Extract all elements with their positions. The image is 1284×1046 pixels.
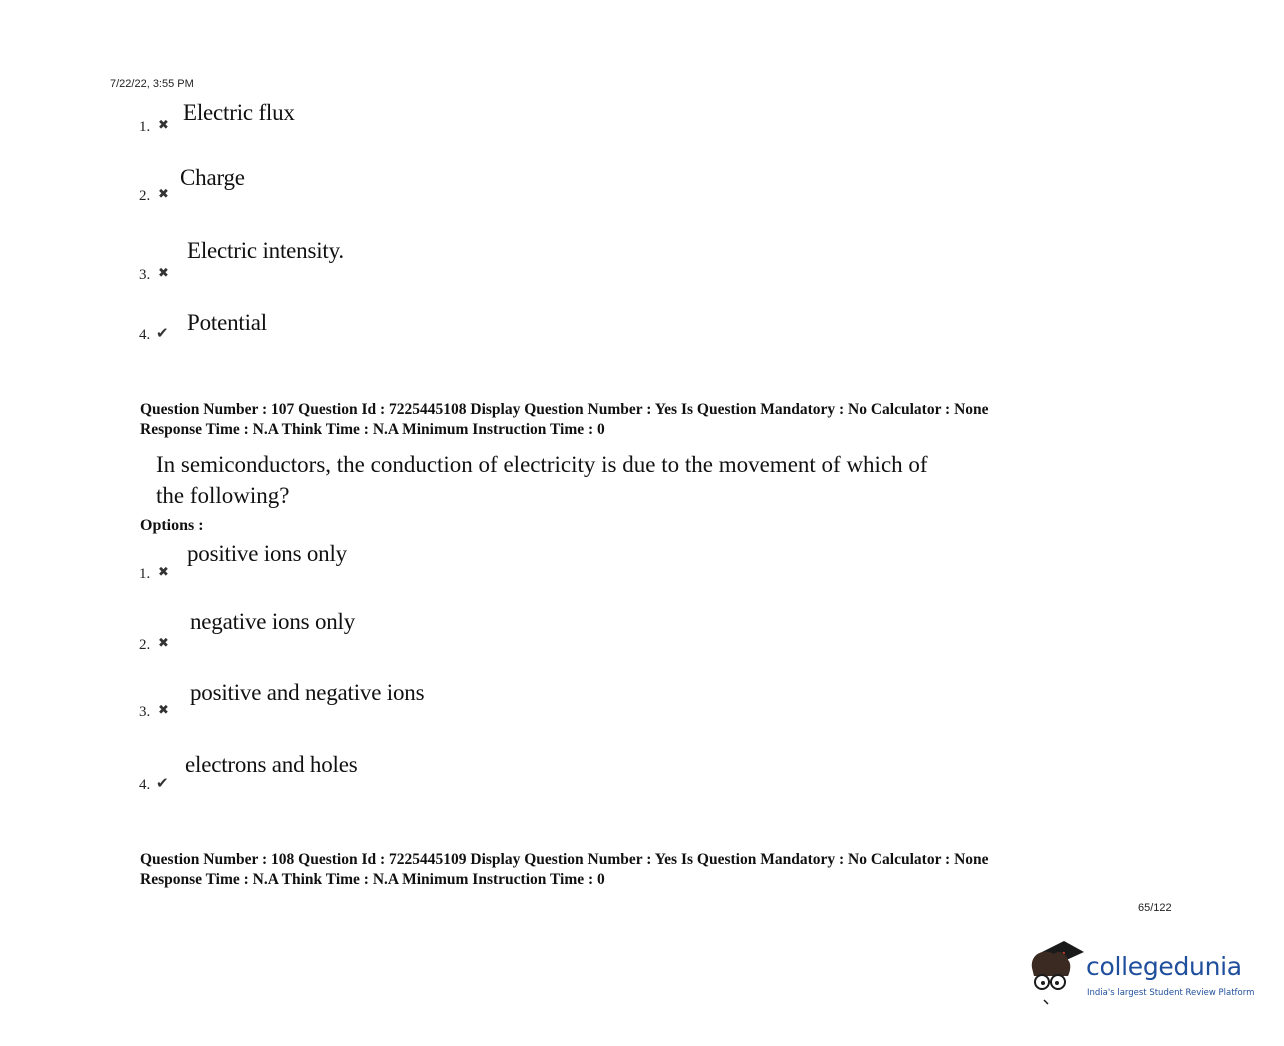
option-number: 2. — [139, 637, 151, 653]
option-text: Electric intensity. — [187, 238, 344, 263]
option-text: Potential — [187, 310, 267, 335]
meta-line: Response Time : N.A Think Time : N.A Minimum Instruction Time : 0 — [140, 871, 605, 888]
option-number: 3. — [139, 704, 151, 720]
question-107-text — [156, 449, 956, 511]
option-number: 4. — [139, 327, 151, 343]
cross-icon: ✖ — [158, 117, 169, 132]
page-number: 65/122 — [1138, 902, 1172, 914]
cross-icon: ✖ — [158, 265, 169, 280]
cross-icon: ✖ — [158, 186, 169, 201]
logo-wordmark: collegedunia — [1086, 952, 1242, 981]
question-107-meta — [140, 400, 989, 440]
option-number: 1. — [139, 566, 151, 582]
option-text: negative ions only — [190, 609, 356, 634]
meta-line: Question Number : 108 Question Id : 7225445109 Display Question Number : Yes Is Question Mandatory : No Calculator : None — [140, 851, 989, 868]
check-icon: ✔ — [156, 776, 169, 792]
meta-line: Response Time : N.A Think Time : N.A Minimum Instruction Time : 0 — [140, 421, 605, 438]
question-line: the following? — [156, 483, 290, 508]
options-label: Options : — [140, 517, 204, 534]
option-number: 3. — [139, 267, 151, 283]
option-text: positive and negative ions — [190, 680, 425, 705]
question-line: In semiconductors, the conduction of electricity is due to the movement of which of — [156, 452, 928, 477]
print-timestamp: 7/22/22, 3:55 PM — [110, 78, 194, 90]
meta-line: Question Number : 107 Question Id : 7225445108 Display Question Number : Yes Is Question Mandatory : No Calculator : None — [140, 401, 989, 418]
option-text: electrons and holes — [185, 752, 358, 777]
option-number: 4. — [139, 777, 151, 793]
cross-icon: ✖ — [158, 635, 169, 650]
logo-tagline: India's largest Student Review Platform — [1087, 988, 1255, 998]
cross-icon: ✖ — [158, 564, 169, 579]
option-text: Electric flux — [183, 100, 295, 125]
option-text: Charge — [180, 165, 245, 190]
option-number: 2. — [139, 188, 151, 204]
option-text: positive ions only — [187, 541, 347, 566]
option-number: 1. — [139, 119, 151, 135]
cross-icon: ✖ — [158, 702, 169, 717]
check-icon: ✔ — [156, 326, 169, 342]
question-108-meta — [140, 850, 989, 890]
